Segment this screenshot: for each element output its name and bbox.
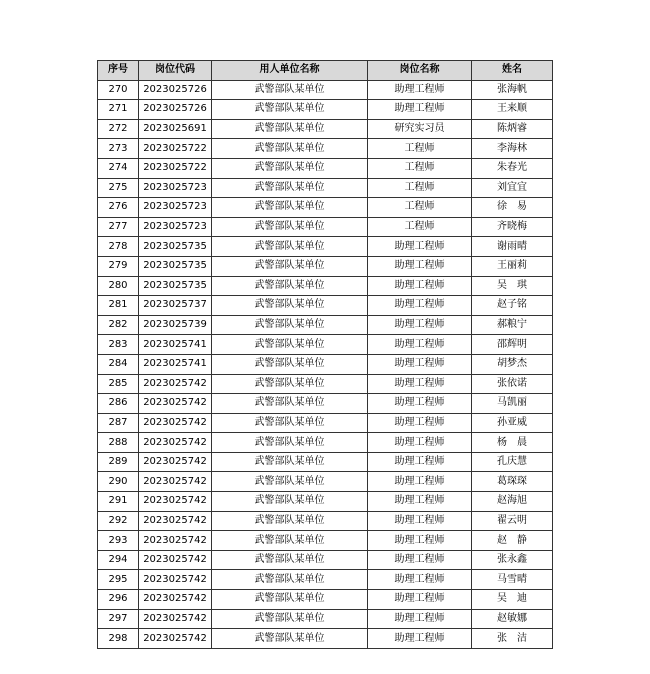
cell-post-name: 助理工程师 [368,472,472,492]
cell-name: 杨 晨 [472,433,553,453]
cell-seq: 281 [98,296,139,316]
cell-name: 郝粮宁 [472,315,553,335]
table-row [98,315,553,335]
cell-seq: 294 [98,550,139,570]
cell-employer: 武警部队某单位 [212,629,368,649]
table-row [98,570,553,590]
cell-post-code: 2023025722 [139,158,212,178]
header-seq: 序号 [98,61,139,81]
cell-post-name: 助理工程师 [368,335,472,355]
cell-employer: 武警部队某单位 [212,354,368,374]
cell-post-code: 2023025742 [139,433,212,453]
cell-post-name: 助理工程师 [368,296,472,316]
table-row [98,590,553,610]
table-row [98,119,553,139]
cell-post-name: 助理工程师 [368,315,472,335]
cell-seq: 286 [98,394,139,414]
table-row [98,217,553,237]
cell-name: 齐晓梅 [472,217,553,237]
cell-seq: 293 [98,531,139,551]
cell-seq: 275 [98,178,139,198]
cell-name: 张 洁 [472,629,553,649]
cell-seq: 289 [98,452,139,472]
table-row [98,354,553,374]
cell-employer: 武警部队某单位 [212,472,368,492]
cell-name: 马雪晴 [472,570,553,590]
cell-name: 刘宜宜 [472,178,553,198]
cell-post-name: 助理工程师 [368,531,472,551]
table-row [98,531,553,551]
cell-employer: 武警部队某单位 [212,256,368,276]
table-row [98,198,553,218]
cell-post-code: 2023025722 [139,139,212,159]
cell-post-name: 工程师 [368,178,472,198]
cell-post-name: 助理工程师 [368,629,472,649]
cell-post-code: 2023025737 [139,296,212,316]
cell-post-name: 助理工程师 [368,276,472,296]
table-row [98,296,553,316]
cell-post-name: 研究实习员 [368,119,472,139]
cell-employer: 武警部队某单位 [212,296,368,316]
cell-post-name: 助理工程师 [368,452,472,472]
cell-post-name: 助理工程师 [368,570,472,590]
header-post-name: 岗位名称 [368,61,472,81]
cell-post-code: 2023025723 [139,198,212,218]
cell-seq: 298 [98,629,139,649]
cell-name: 邵辉明 [472,335,553,355]
cell-name: 孙亚威 [472,413,553,433]
cell-name: 翟云明 [472,511,553,531]
cell-post-code: 2023025742 [139,374,212,394]
cell-post-code: 2023025691 [139,119,212,139]
table-row [98,80,553,100]
cell-employer: 武警部队某单位 [212,315,368,335]
cell-employer: 武警部队某单位 [212,394,368,414]
cell-seq: 297 [98,609,139,629]
cell-post-code: 2023025739 [139,315,212,335]
cell-seq: 280 [98,276,139,296]
cell-post-name: 助理工程师 [368,100,472,120]
cell-post-code: 2023025742 [139,609,212,629]
cell-employer: 武警部队某单位 [212,374,368,394]
cell-seq: 277 [98,217,139,237]
cell-post-code: 2023025742 [139,531,212,551]
cell-post-code: 2023025742 [139,511,212,531]
cell-employer: 武警部队某单位 [212,570,368,590]
cell-post-name: 助理工程师 [368,550,472,570]
table-row [98,433,553,453]
cell-name: 陈炳睿 [472,119,553,139]
cell-name: 朱春光 [472,158,553,178]
cell-name: 谢雨晴 [472,237,553,257]
cell-post-code: 2023025742 [139,413,212,433]
table-row [98,511,553,531]
cell-name: 王丽莉 [472,256,553,276]
cell-name: 赵海旭 [472,492,553,512]
cell-seq: 292 [98,511,139,531]
cell-seq: 295 [98,570,139,590]
cell-employer: 武警部队某单位 [212,119,368,139]
cell-name: 葛琛琛 [472,472,553,492]
table-row [98,629,553,649]
table-row [98,394,553,414]
cell-post-code: 2023025726 [139,100,212,120]
cell-seq: 272 [98,119,139,139]
cell-post-code: 2023025742 [139,492,212,512]
cell-employer: 武警部队某单位 [212,335,368,355]
cell-post-code: 2023025741 [139,335,212,355]
table-row [98,276,553,296]
cell-employer: 武警部队某单位 [212,433,368,453]
cell-seq: 291 [98,492,139,512]
table-row [98,452,553,472]
cell-seq: 285 [98,374,139,394]
cell-post-name: 工程师 [368,198,472,218]
cell-name: 李海林 [472,139,553,159]
cell-name: 赵子铭 [472,296,553,316]
cell-post-code: 2023025735 [139,276,212,296]
cell-name: 吴 琪 [472,276,553,296]
cell-name: 吴 迪 [472,590,553,610]
cell-seq: 282 [98,315,139,335]
cell-employer: 武警部队某单位 [212,511,368,531]
cell-employer: 武警部队某单位 [212,80,368,100]
header-name: 姓名 [472,61,553,81]
table-row [98,237,553,257]
cell-seq: 278 [98,237,139,257]
table-row [98,158,553,178]
header-row [98,61,553,81]
cell-employer: 武警部队某单位 [212,590,368,610]
cell-name: 徐 易 [472,198,553,218]
table-row [98,550,553,570]
cell-employer: 武警部队某单位 [212,217,368,237]
table-row [98,139,553,159]
table-row [98,256,553,276]
roster-table [97,60,553,649]
cell-post-name: 助理工程师 [368,354,472,374]
cell-post-name: 工程师 [368,217,472,237]
cell-seq: 270 [98,80,139,100]
cell-name: 胡梦杰 [472,354,553,374]
cell-post-name: 助理工程师 [368,609,472,629]
cell-name: 张海帆 [472,80,553,100]
cell-name: 王来顺 [472,100,553,120]
cell-employer: 武警部队某单位 [212,452,368,472]
cell-post-name: 助理工程师 [368,237,472,257]
cell-employer: 武警部队某单位 [212,178,368,198]
cell-post-code: 2023025735 [139,237,212,257]
cell-post-name: 助理工程师 [368,394,472,414]
table-row [98,413,553,433]
cell-name: 张依诺 [472,374,553,394]
cell-post-code: 2023025742 [139,452,212,472]
header-post-code: 岗位代码 [139,61,212,81]
cell-post-code: 2023025726 [139,80,212,100]
header-employer: 用人单位名称 [212,61,368,81]
cell-employer: 武警部队某单位 [212,100,368,120]
cell-employer: 武警部队某单位 [212,609,368,629]
cell-post-name: 助理工程师 [368,413,472,433]
cell-employer: 武警部队某单位 [212,531,368,551]
cell-employer: 武警部队某单位 [212,139,368,159]
cell-seq: 279 [98,256,139,276]
cell-seq: 274 [98,158,139,178]
cell-seq: 283 [98,335,139,355]
cell-post-name: 助理工程师 [368,80,472,100]
table-row [98,374,553,394]
cell-seq: 273 [98,139,139,159]
cell-employer: 武警部队某单位 [212,158,368,178]
cell-post-name: 助理工程师 [368,433,472,453]
cell-post-code: 2023025742 [139,629,212,649]
cell-post-name: 助理工程师 [368,492,472,512]
cell-seq: 288 [98,433,139,453]
cell-seq: 276 [98,198,139,218]
cell-employer: 武警部队某单位 [212,237,368,257]
cell-seq: 271 [98,100,139,120]
cell-seq: 287 [98,413,139,433]
cell-name: 孔庆慧 [472,452,553,472]
cell-post-name: 助理工程师 [368,256,472,276]
document-page [97,60,553,649]
table-row [98,178,553,198]
cell-employer: 武警部队某单位 [212,492,368,512]
cell-post-code: 2023025742 [139,550,212,570]
cell-post-code: 2023025723 [139,178,212,198]
cell-post-code: 2023025742 [139,590,212,610]
table-row [98,335,553,355]
table-row [98,492,553,512]
cell-post-code: 2023025742 [139,472,212,492]
cell-seq: 284 [98,354,139,374]
cell-post-name: 工程师 [368,158,472,178]
cell-employer: 武警部队某单位 [212,413,368,433]
cell-post-name: 工程师 [368,139,472,159]
cell-seq: 296 [98,590,139,610]
cell-post-name: 助理工程师 [368,511,472,531]
cell-name: 赵 静 [472,531,553,551]
cell-post-code: 2023025735 [139,256,212,276]
cell-seq: 290 [98,472,139,492]
cell-name: 马凯丽 [472,394,553,414]
table-row [98,472,553,492]
cell-post-code: 2023025742 [139,394,212,414]
cell-post-code: 2023025723 [139,217,212,237]
table-row [98,609,553,629]
cell-employer: 武警部队某单位 [212,276,368,296]
cell-post-code: 2023025742 [139,570,212,590]
cell-employer: 武警部队某单位 [212,198,368,218]
cell-post-code: 2023025741 [139,354,212,374]
cell-name: 张永鑫 [472,550,553,570]
table-body [98,80,553,648]
table-row [98,100,553,120]
cell-employer: 武警部队某单位 [212,550,368,570]
cell-post-name: 助理工程师 [368,590,472,610]
cell-name: 赵敏娜 [472,609,553,629]
cell-post-name: 助理工程师 [368,374,472,394]
